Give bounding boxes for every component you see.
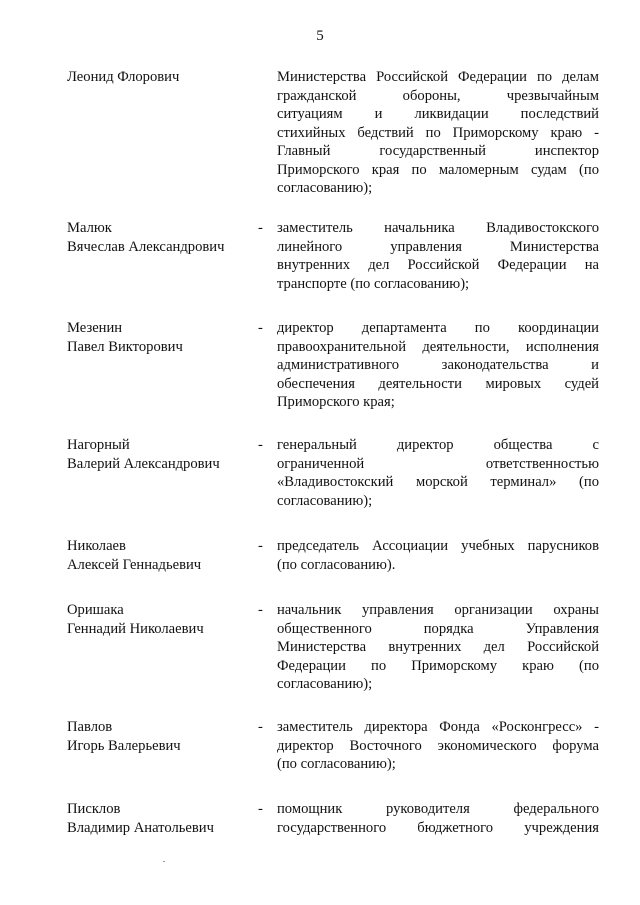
position-line: согласованию);	[277, 676, 373, 692]
position-line: директор департамента по координации	[277, 320, 599, 336]
position-line: помощник руководителя федерального	[277, 801, 599, 817]
position-line: председатель Ассоциации учебных парусников	[277, 538, 599, 554]
position-line: (по согласованию);	[277, 756, 396, 772]
position-line: Приморского края по маломерным судам (по	[277, 161, 599, 178]
person-name	[67, 537, 252, 574]
person-position	[277, 800, 599, 837]
position-line: линейного управления Министерства	[277, 238, 599, 255]
person-surname: Писклов	[67, 801, 121, 817]
person-given-names: Геннадий Николаевич	[67, 620, 204, 637]
person-surname: Малюк	[67, 220, 112, 236]
position-line: Приморского края;	[277, 394, 395, 410]
position-line: начальник управления организации охраны	[277, 602, 599, 618]
person-name	[67, 68, 252, 87]
person-position	[277, 219, 599, 293]
position-line: «Владивостокский морской терминал» (по	[277, 474, 599, 490]
position-line: Министерства Российской Федерации по делам	[277, 69, 599, 85]
position-line: стихийных бедствий по Приморскому краю -	[277, 124, 599, 141]
person-surname: Николаев	[67, 538, 126, 554]
position-line: ситуациям и ликвидации последствий	[277, 106, 599, 122]
person-position	[277, 718, 599, 774]
position-line: ограниченной ответственностью	[277, 455, 599, 472]
person-given-names: Владимир Анатольевич	[67, 819, 214, 836]
separator-dash: -	[258, 801, 263, 817]
separator-dash: -	[258, 538, 263, 554]
position-line: административного законодательства и	[277, 357, 599, 373]
position-line: внутренних дел Российской Федерации на	[277, 257, 599, 273]
position-line: Министерства внутренних дел Российской	[277, 639, 599, 655]
position-line: заместитель директора Фонда «Росконгресс» -	[277, 719, 599, 735]
person-name	[67, 800, 252, 837]
position-line: директор Восточного экономического форума	[277, 737, 599, 754]
position-line: согласованию);	[277, 492, 373, 509]
separator-dash: -	[258, 437, 263, 453]
position-line: генеральный директор общества с	[277, 437, 599, 453]
person-given-names: Игорь Валерьевич	[67, 737, 181, 754]
person-surname: Павлов	[67, 719, 113, 735]
person-surname: Мезенин	[67, 320, 123, 336]
person-name	[67, 718, 252, 755]
separator-dash: -	[258, 320, 263, 336]
person-position	[277, 436, 599, 510]
person-surname: Леонид Флорович	[67, 69, 180, 85]
separator-dash: -	[258, 719, 263, 735]
person-position	[277, 319, 599, 412]
page-number: 5	[316, 28, 324, 44]
person-position	[277, 537, 599, 574]
position-line: общественного порядка Управления	[277, 620, 599, 637]
person-surname: Оришака	[67, 602, 124, 618]
position-line: (по согласованию).	[277, 556, 396, 573]
person-name	[67, 601, 252, 638]
position-line: транспорте (по согласованию);	[277, 275, 470, 292]
separator-dash: -	[258, 220, 263, 236]
position-line: Федерации по Приморскому краю (по	[277, 657, 599, 674]
position-line: согласованию);	[277, 180, 373, 196]
person-name	[67, 436, 252, 473]
person-given-names: Алексей Геннадьевич	[67, 556, 202, 573]
scan-speck	[163, 861, 165, 862]
separator-dash: -	[258, 602, 263, 618]
person-given-names: Валерий Александрович	[67, 455, 220, 472]
person-name	[67, 219, 252, 256]
person-surname: Нагорный	[67, 437, 130, 453]
person-name	[67, 319, 252, 356]
person-given-names: Павел Викторович	[67, 338, 183, 355]
position-line: государственного бюджетного учреждения	[277, 819, 599, 836]
position-line: правоохранительной деятельности, исполнения	[277, 338, 599, 355]
position-line: обеспечения деятельности мировых судей	[277, 375, 599, 392]
person-position	[277, 601, 599, 694]
position-line: Главный государственный инспектор	[277, 143, 599, 159]
person-given-names: Вячеслав Александрович	[67, 238, 225, 255]
position-line: гражданской обороны, чрезвычайным	[277, 87, 599, 104]
person-position	[277, 68, 599, 198]
position-line: заместитель начальника Владивостокского	[277, 220, 599, 236]
